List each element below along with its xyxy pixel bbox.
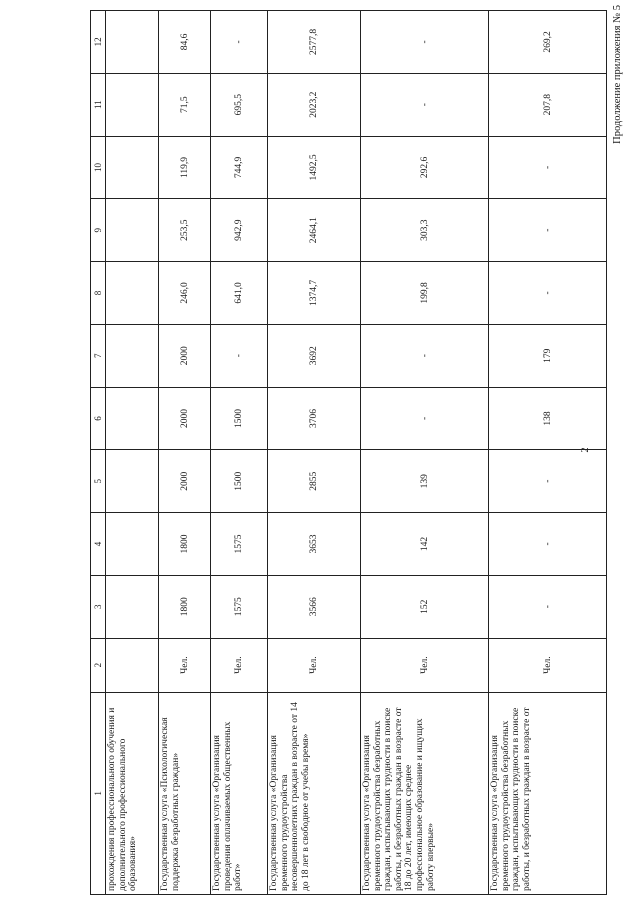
value-cell: 1575 [211, 575, 268, 638]
value-cell: 2577,8 [268, 11, 361, 74]
table-row [159, 11, 211, 895]
value-cell: 71,5 [159, 73, 211, 136]
column-header: 9 [91, 199, 106, 262]
column-header: 10 [91, 136, 106, 199]
value-cell: - [489, 450, 607, 513]
page-number: 2 [580, 447, 591, 453]
value-cell [106, 387, 159, 450]
value-cell: 2000 [159, 387, 211, 450]
table-row [268, 11, 361, 895]
column-header: 3 [91, 575, 106, 638]
value-cell: - [489, 199, 607, 262]
value-cell: 119,9 [159, 136, 211, 199]
column-header: 2 [91, 638, 106, 692]
value-cell [106, 450, 159, 513]
value-cell: 246,0 [159, 262, 211, 325]
value-cell [106, 513, 159, 576]
value-cell: 3566 [268, 575, 361, 638]
value-cell: - [361, 11, 489, 74]
value-cell: 942,9 [211, 199, 268, 262]
value-cell [106, 575, 159, 638]
column-header: 1 [91, 692, 106, 894]
service-name-cell: Государственная услуга «Психологическая поддержка безработных граждан» [159, 692, 211, 894]
value-cell: 2023,2 [268, 73, 361, 136]
table-row [361, 11, 489, 895]
value-cell: 1800 [159, 575, 211, 638]
value-cell: 84,6 [159, 11, 211, 74]
value-cell: 253,5 [159, 199, 211, 262]
value-cell: - [361, 387, 489, 450]
value-cell: - [489, 513, 607, 576]
value-cell: 695,5 [211, 73, 268, 136]
value-cell: 2000 [159, 324, 211, 387]
unit-cell: Чел. [268, 638, 361, 692]
value-cell: 2000 [159, 450, 211, 513]
unit-cell: Чел. [211, 638, 268, 692]
value-cell: 1374,7 [268, 262, 361, 325]
value-cell: - [361, 324, 489, 387]
value-cell [106, 11, 159, 74]
value-cell: 3653 [268, 513, 361, 576]
column-header: 11 [91, 73, 106, 136]
unit-cell [106, 638, 159, 692]
value-cell [106, 73, 159, 136]
service-name-cell: Государственная услуга «Организация временного трудоустройства несовершеннолетних граждан в возрасте от 14 до 18 лет в свободное от учебы время» [268, 692, 361, 894]
value-cell: 292,6 [361, 136, 489, 199]
value-cell: 3692 [268, 324, 361, 387]
column-header: 4 [91, 513, 106, 576]
column-header: 7 [91, 324, 106, 387]
value-cell [106, 199, 159, 262]
table-row [489, 11, 607, 895]
value-cell: 2464,1 [268, 199, 361, 262]
value-cell: - [211, 11, 268, 74]
value-cell: - [489, 575, 607, 638]
table-row [211, 11, 268, 895]
column-header: 12 [91, 11, 106, 74]
service-name-cell: Государственная услуга «Организация проведения оплачиваемых общественных работ» [211, 692, 268, 894]
service-name-cell: прохождения профессионального обучения и дополнительного профессионального образования» [106, 692, 159, 894]
unit-cell: Чел. [361, 638, 489, 692]
value-cell: 1492,5 [268, 136, 361, 199]
unit-cell: Чел. [489, 638, 607, 692]
value-cell: 1575 [211, 513, 268, 576]
value-cell [106, 324, 159, 387]
value-cell: 139 [361, 450, 489, 513]
value-cell [106, 262, 159, 325]
value-cell: - [211, 324, 268, 387]
value-cell: 744,9 [211, 136, 268, 199]
column-header: 5 [91, 450, 106, 513]
value-cell: 1800 [159, 513, 211, 576]
value-cell: 199,8 [361, 262, 489, 325]
value-cell: 3706 [268, 387, 361, 450]
value-cell: 138 [489, 387, 607, 450]
value-cell: 207,8 [489, 73, 607, 136]
column-header: 8 [91, 262, 106, 325]
value-cell: 1500 [211, 450, 268, 513]
appendix-continuation-note: Продолжение приложения № 5 [612, 5, 623, 144]
service-name-cell: Государственная услуга «Организация временного трудоустройства безработных граждан, испытывающих трудности в поиске работы, и безработных граждан в возрасте от [489, 692, 607, 894]
value-cell: 152 [361, 575, 489, 638]
value-cell: - [489, 262, 607, 325]
value-cell: 179 [489, 324, 607, 387]
value-cell [106, 136, 159, 199]
value-cell: 303,3 [361, 199, 489, 262]
table-header-row [91, 11, 106, 895]
unit-cell: Чел. [159, 638, 211, 692]
value-cell: 142 [361, 513, 489, 576]
column-header: 6 [91, 387, 106, 450]
service-name-cell: Государственная услуга «Организация временного трудоустройства безработных граждан, испытывающих трудности в поиске работы, и безработных граждан в возрасте от 18 до 20 лет, имеющих среднее профессиональное образование и ищущих работу впервые» [361, 692, 489, 894]
value-cell: 269,2 [489, 11, 607, 74]
value-cell: 1500 [211, 387, 268, 450]
table-row [106, 11, 159, 895]
value-cell: 641,0 [211, 262, 268, 325]
value-cell: - [489, 136, 607, 199]
value-cell: 2855 [268, 450, 361, 513]
value-cell: - [361, 73, 489, 136]
services-table [90, 10, 607, 895]
